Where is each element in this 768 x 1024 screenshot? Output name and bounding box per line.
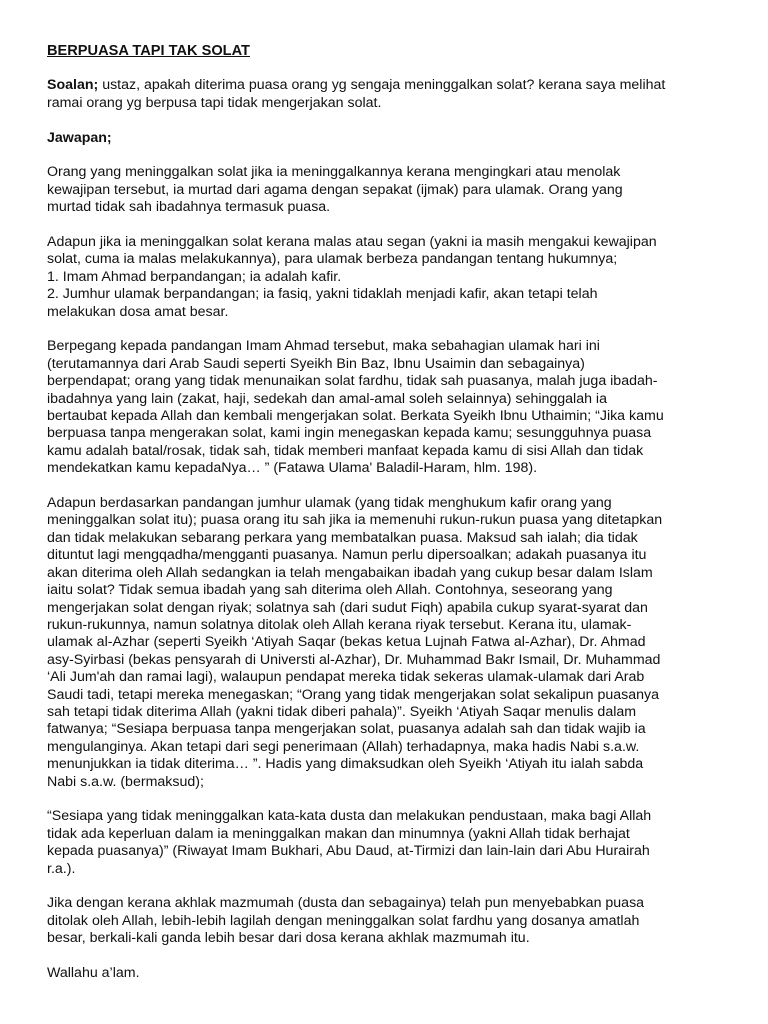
- answer-paragraph: [47, 495, 737, 791]
- paragraph-line: Adapun jika ia meninggalkan solat kerana malas atau segan (yakni ia masih mengakui kewajipan: [47, 234, 657, 251]
- paragraph-line: melakukan dosa amat besar.: [47, 303, 229, 320]
- answer-label: Jawapan;: [47, 129, 112, 146]
- paragraph-line: asy-Syirbasi (bekas pensyarah di Universti al-Azhar), Dr. Muhammad Bakr Ismail, Dr. Muhammad: [47, 651, 661, 668]
- paragraph-line: berpendapat; orang yang tidak menunaikan solat fardhu, tidak sah puasanya, malah juga ibadah-: [47, 373, 658, 390]
- question-line: ramai orang yg berpusa tapi tidak mengerjakan solat.: [47, 94, 382, 111]
- paragraph-line: Berpegang kepada pandangan Imam Ahmad tersebut, maka sebahagian ulamak hari ini: [47, 338, 600, 355]
- paragraph-line: kamu adalah batal/rosak, tidak sah, tidak memberi manfaat kepada kamu di sisi Allah dan tidak: [47, 442, 644, 459]
- paragraph-line: solat, cuma ia malas melakukannya), para ulamak berbeza pandangan tentang hukumnya;: [47, 251, 618, 268]
- paragraph-line: fatwanya; “Sesiapa berpuasa tanpa mengerjakan solat, puasanya adalah sah dan tidak wajib ia: [47, 721, 646, 738]
- paragraph-line: Jika dengan kerana akhlak mazmumah (dusta dan sebagainya) telah pun menyebabkan puasa: [47, 895, 645, 912]
- paragraph-line: rukun-rukunnya, namun solatnya ditolak oleh Allah kerana riyak tersebut. Kerana itu, ulamak-: [47, 616, 632, 633]
- paragraph-line: Saudi tadi, tetapi mereka menegaskan; “Orang yang tidak mengerjakan solat sekalipun puasanya: [47, 686, 660, 703]
- answer-paragraph: [47, 965, 737, 982]
- paragraph-line: sah tetapi tidak diterima Allah (yakni tidak diberi pahala)”. Syeikh ‘Atiyah Saqar menulis dalam: [47, 703, 637, 720]
- question-paragraph: [47, 77, 737, 112]
- paragraph-line: tidak ada keperluan dalam ia meninggalkan makan dan minumnya (yakni Allah tidak berhajat: [47, 825, 630, 842]
- paragraph-line: dan tidak melakukan sebarang perkara yang membatalkan puasa. Maksud sah ialah; dia tidak: [47, 529, 638, 546]
- paragraph-line: ‘Ali Jum'ah dan ramai lagi), walaupun pendapat mereka tidak sekeras ulamak-ulamak dari Arab: [47, 669, 645, 686]
- paragraph-line: “Sesiapa yang tidak meninggalkan kata-kata dusta dan melakukan pendustaan, maka bagi Allah: [47, 808, 652, 825]
- paragraph-line: mengulanginya. Akan tetapi dari segi penerimaan (Allah) terhadapnya, maka hadis Nabi s.a.w.: [47, 738, 640, 755]
- paragraph-line: mengerjakan solat dengan riyak; solatnya sah (dari sudut Fiqh) apabila cukup syarat-syarat dan: [47, 599, 648, 616]
- paragraph-line: kewajipan tersebut, ia murtad dari agama dengan sepakat (ijmak) para ulamak. Orang yang: [47, 181, 623, 198]
- paragraph-line: ditolak oleh Allah, lebih-lebih lagilah dengan meninggalkan solat fardhu yang dosanya amatlah: [47, 912, 640, 929]
- paragraph-line: r.a.).: [47, 860, 76, 877]
- paragraph-line: Nabi s.a.w. (bermaksud);: [47, 773, 204, 790]
- document-title: BERPUASA TAPI TAK SOLAT: [47, 43, 250, 59]
- answer-paragraph: [47, 164, 737, 216]
- paragraph-line: ibadahnya yang lain (zakat, haji, sedekah dan amal-amal soleh selainnya) sehinggalah ia: [47, 390, 607, 407]
- document-page: [47, 43, 737, 1000]
- question-text: ustaz, apakah diterima puasa orang yg sengaja meninggalkan solat? kerana saya melihat: [98, 77, 666, 94]
- paragraph-line: besar, berkali-kali ganda lebih besar dari dosa kerana akhlak mazmumah itu.: [47, 930, 530, 947]
- paragraph-line: murtad tidak sah ibadahnya termasuk puasa.: [47, 199, 331, 216]
- paragraph-line: berpuasa tanpa mengerakan solat, kami ingin menegaskan kepada kamu; sesungguhnya puasa: [47, 425, 652, 442]
- paragraph-line: menunjukkan ia tidak diterima… ”. Hadis yang dimaksudkan oleh Syeikh ‘Atiyah itu ialah sabda: [47, 756, 644, 773]
- paragraph-line: dituntut lagi mengqadha/mengganti puasanya. Namun perlu dipersoalkan; adakah puasanya itu: [47, 547, 647, 564]
- paragraph-line: Adapun berdasarkan pandangan jumhur ulamak (yang tidak menghukum kafir orang yang: [47, 495, 612, 512]
- answer-paragraph: [47, 808, 737, 878]
- paragraph-line: ulamak al-Azhar (seperti Syeikh ‘Atiyah Saqar (bekas ketua Lujnah Fatwa al-Azhar), Dr. Ahmad: [47, 634, 646, 651]
- question-line: [47, 77, 737, 94]
- answer-paragraph: [47, 895, 737, 947]
- paragraph-line: mendekatkan kamu kepadaNya… ” (Fatawa Ulama' Baladil-Haram, hlm. 198).: [47, 460, 538, 477]
- paragraph-line: meninggalkan solat itu); puasa orang itu sah jika ia memenuhi rukun-rukun puasa yang ditetapkan: [47, 512, 663, 529]
- paragraph-line: Wallahu a’lam.: [47, 965, 140, 981]
- paragraph-line: kepada puasanya)” (Riwayat Imam Bukhari, Abu Daud, at-Tirmizi dan lain-lain dari Abu Hurairah: [47, 843, 650, 860]
- answer-paragraph: [47, 338, 737, 477]
- paragraph-line: 2. Jumhur ulamak berpandangan; ia fasiq, yakni tidaklah menjadi kafir, akan tetapi telah: [47, 286, 598, 303]
- answer-body: [47, 164, 737, 982]
- paragraph-line: Orang yang meninggalkan solat jika ia meninggalkannya kerana mengingkari atau menolak: [47, 164, 621, 181]
- paragraph-line: bertaubat kepada Allah dan kembali mengerjakan solat. Berkata Syeikh Ibnu Uthaimin; “Jika kamu: [47, 408, 664, 425]
- paragraph-line: iaitu solat? Tidak semua ibadah yang sah diterima oleh Allah. Contohnya, seseorang yang: [47, 582, 613, 599]
- answer-paragraph: [47, 234, 737, 321]
- paragraph-line: (terutamannya dari Arab Saudi seperti Syeikh Bin Baz, Ibnu Usaimin dan sebagainya): [47, 355, 585, 372]
- paragraph-line: 1. Imam Ahmad berpandangan; ia adalah kafir.: [47, 268, 342, 285]
- question-label: Soalan;: [47, 77, 99, 94]
- paragraph-line: akan diterima oleh Allah sedangkan ia telah mengabaikan ibadah yang cukup besar dalam Islam: [47, 564, 653, 581]
